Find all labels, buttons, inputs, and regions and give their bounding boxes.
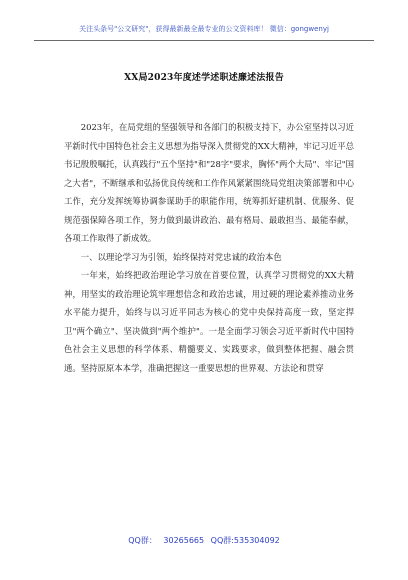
footer-qq-groups: QQ群： 30265665 QQ群:535304092 — [128, 536, 280, 545]
header-promo-text: 关注头条号"公文研究"，获得最新最全最专业的公文资料库！ 微信：gongwenyj — [79, 25, 329, 33]
header-divider — [34, 40, 374, 41]
body-paragraph-section-1: 一年来，始终把政治理论学习放在首要位置，认真学习贯彻党的XX大精神，用坚实的政治理论筑牢理想信念和政治忠诚，用过硬的理论素养推动业务水平能力提升，始终与以习近平同志为核心的党中央保持高度一致，坚定捍卫"两个确立"、坚决做到"两个维护"。一是全面学习领会习近平新时代中国特色社会主义思想的科学体系、精髓要义、实践要求，做到整体把握、融会贯通。坚持原原本本学，准确把握这一重要思想的世界观、方法论和贯穿 — [64, 270, 354, 373]
section-heading-1: 一、以理论学习为引领，始终保持对党忠诚的政治本色 — [80, 251, 282, 262]
document-title: XX局2023年度述学述职述廉述法报告 — [124, 73, 284, 83]
document-body — [64, 118, 354, 377]
body-paragraph-intro: 2023年，在局党组的坚强领导和各部门的积极支持下，办公室坚持以习近平新时代中国特色社会主义思想为指导深入贯彻党的XX大精神，牢记习近平总书记殷殷嘱托，认真践行"五个坚持"和"28字"要求，胸怀"两个大局"、牢记"国之大者"，不断继承和弘扬优良传统和工作作风紧紧围绕局党组决策部署和中心工作，充分发挥统筹协调参谋助手的职能作用，统筹抓好建机制、优服务、促规范强保障各项工作，努力做到最讲政治、最有格局、最敢担当、最能奉献，各项工作取得了新成效。 — [64, 122, 354, 243]
